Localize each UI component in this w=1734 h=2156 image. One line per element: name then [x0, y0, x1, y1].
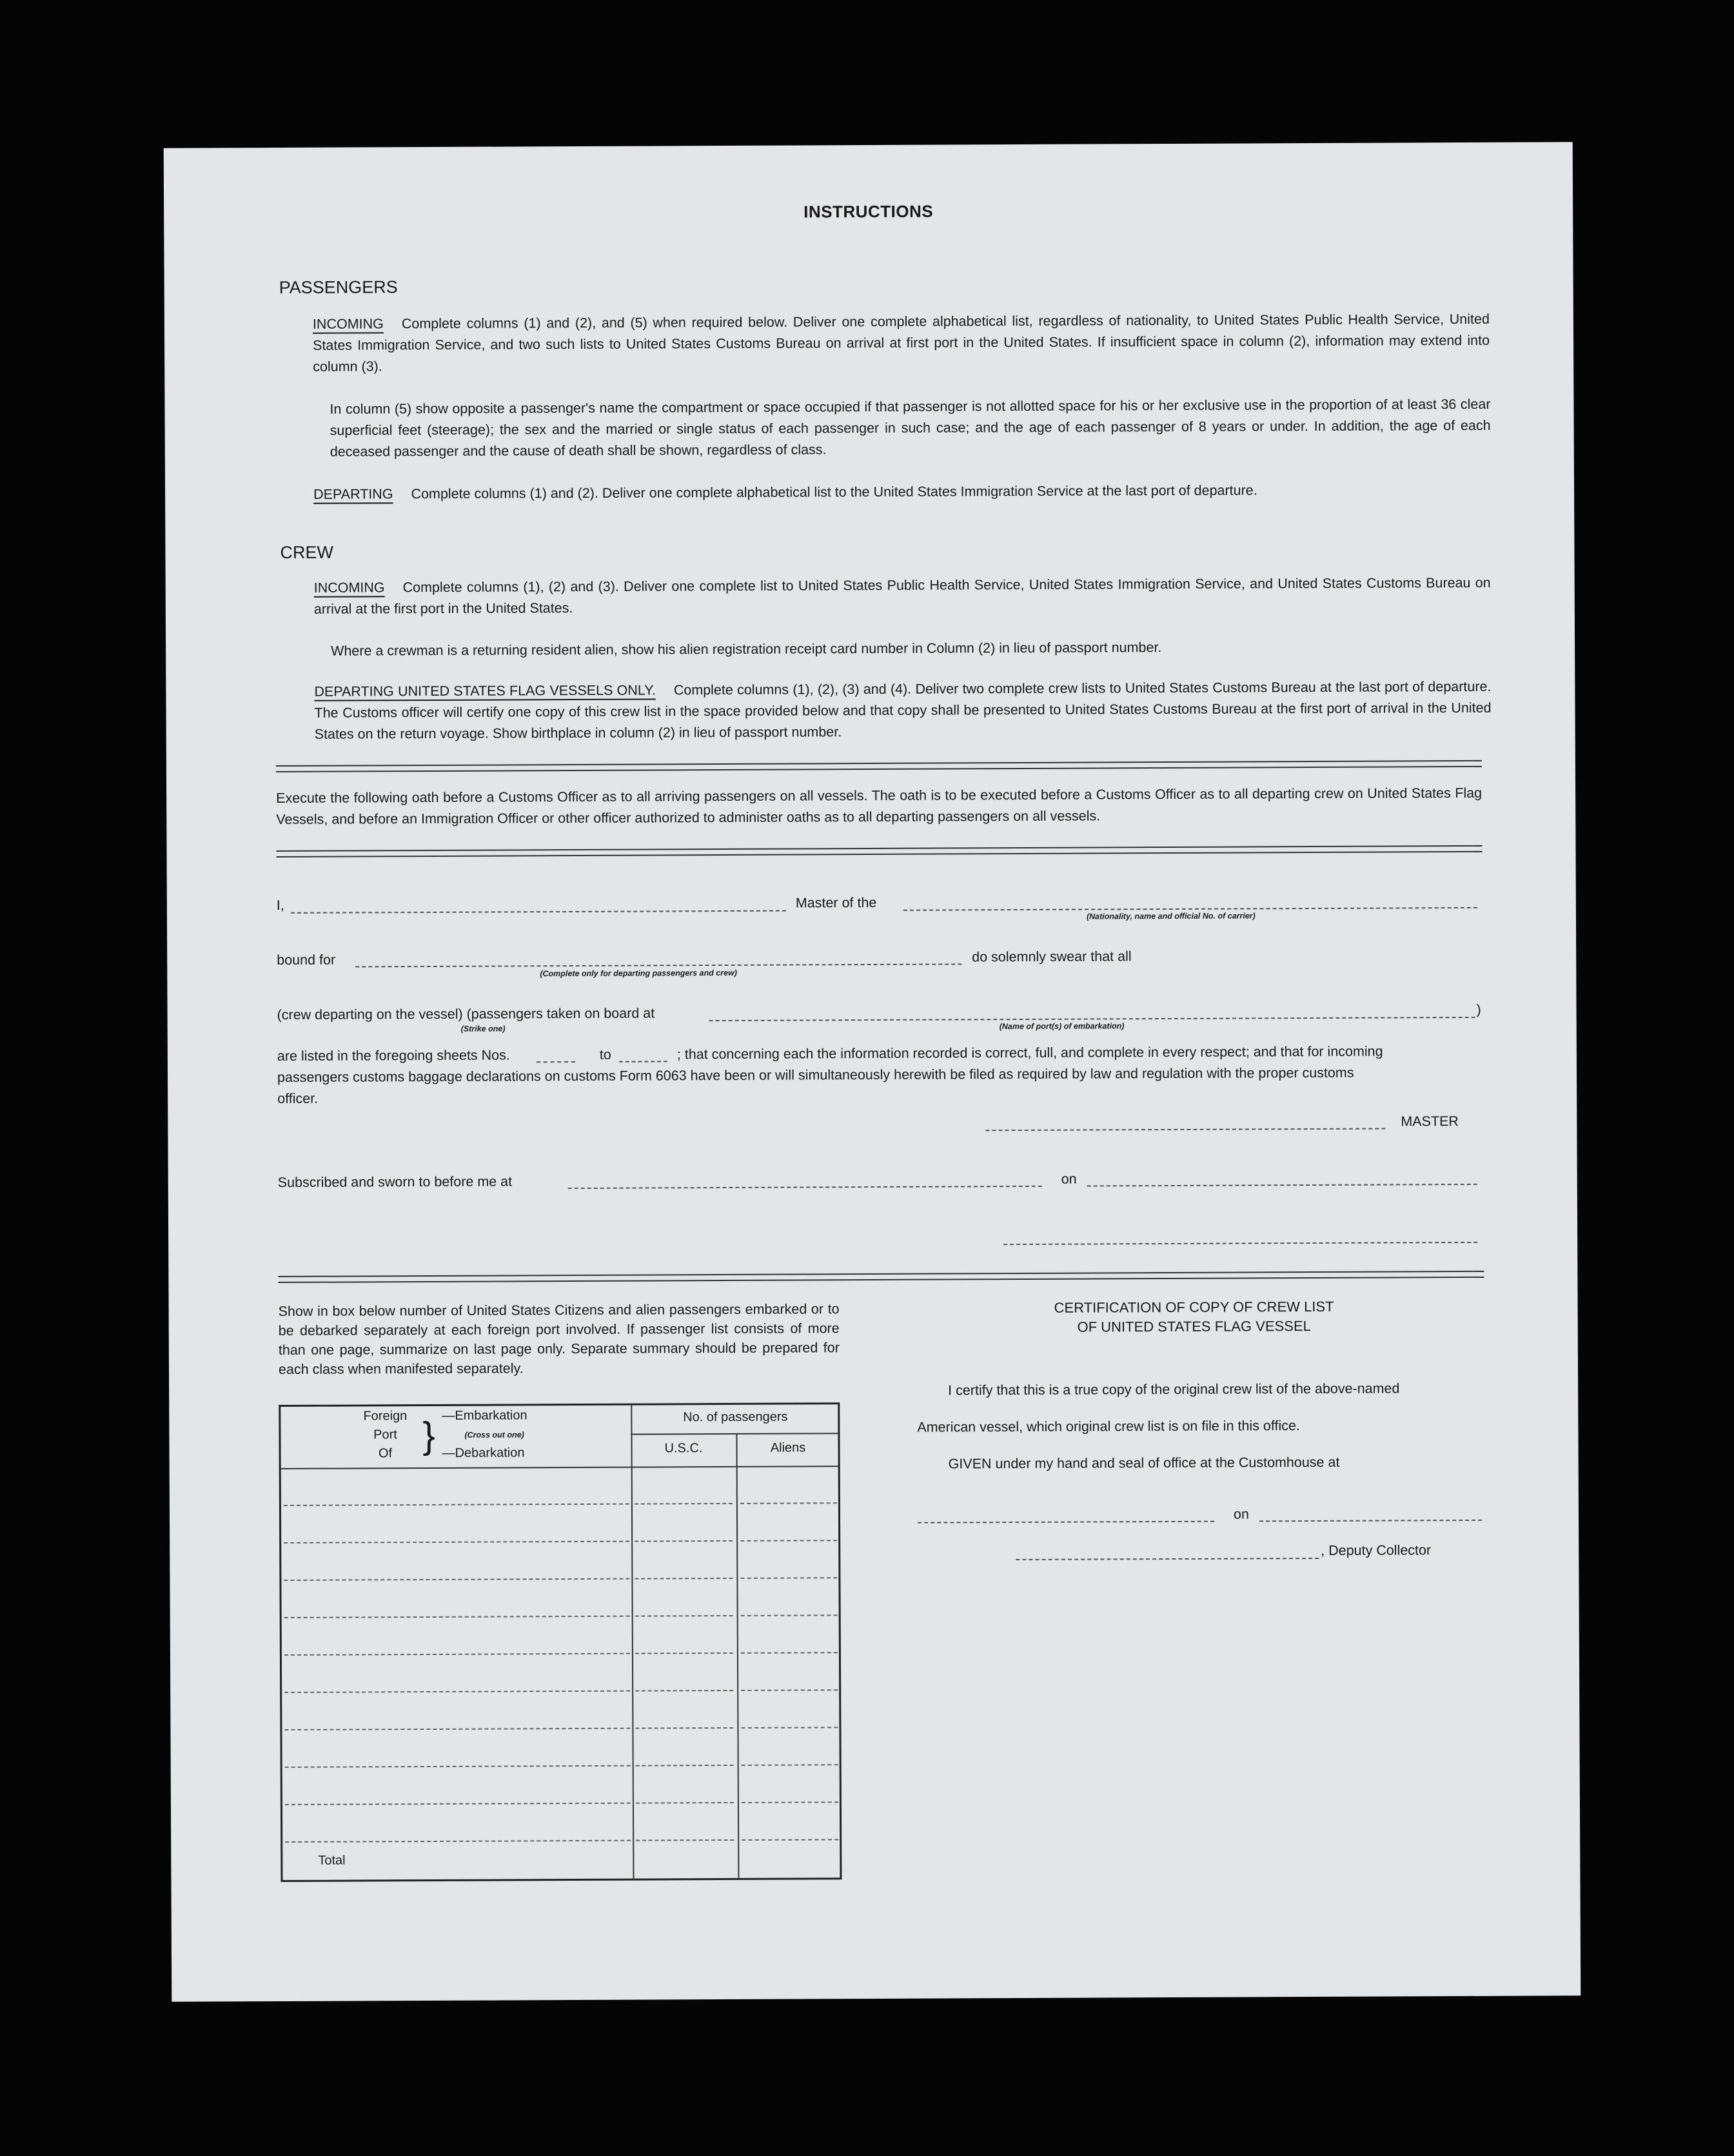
- certification-line-1: I certify that this is a true copy of the original crew list of the above-named: [948, 1380, 1400, 1398]
- listed-text-3: officer.: [277, 1090, 319, 1107]
- certification-date-field[interactable]: [1259, 1520, 1482, 1522]
- form-sheet: [164, 142, 1581, 2002]
- master-label: MASTER: [1401, 1113, 1459, 1130]
- section-divider: [276, 760, 1482, 772]
- certification-line-3: GIVEN under my hand and seal of office at the Customhouse at: [948, 1454, 1340, 1472]
- sheet-from-field[interactable]: [537, 1061, 575, 1063]
- bound-for-field[interactable]: [355, 963, 961, 967]
- subscribed-on-label: on: [1061, 1171, 1077, 1187]
- subscribed-label: Subscribed and sworn to before me at: [277, 1173, 513, 1191]
- crew-departing-label: (crew departing on the vessel) (passengers taken on board at: [277, 1005, 655, 1023]
- crew-heading: CREW: [280, 542, 334, 562]
- section-divider: [276, 845, 1482, 858]
- table-row[interactable]: [284, 1728, 630, 1730]
- certification-heading-1: CERTIFICATION OF COPY OF CREW LIST: [1054, 1298, 1334, 1316]
- listed-to-label: to: [599, 1046, 611, 1063]
- master-of-the-label: Master of the: [795, 894, 877, 911]
- passengers-column5-paragraph: In column (5) show opposite a passenger's name the compartment or space occupied if that passenger is not allotted space for his or her exclusive use in the proportion of at least 36 clear superficial feet (steerage); the sex and the married or single status of each passenger in such case; and the age of each passenger of 8 years or under. In addition, the age of each deceased passenger and the cause of death shall be shown, regardless of class.: [330, 396, 1491, 460]
- carrier-caption: (Nationality, name and official No. of carrier): [1086, 911, 1256, 921]
- master-name-field[interactable]: [291, 910, 786, 914]
- table-row[interactable]: [284, 1504, 629, 1506]
- officer-signature-field[interactable]: [1003, 1242, 1477, 1245]
- aliens-header: Aliens: [770, 1440, 806, 1455]
- sheet-to-field[interactable]: [619, 1061, 667, 1062]
- listed-text-2: passengers customs baggage declarations on customs Form 6063 have been or will simultaneously herewith be filed as required by law and regulation with the proper customs: [277, 1064, 1354, 1086]
- ports-of-embarkation-field[interactable]: [709, 1017, 1475, 1021]
- crew-incoming-paragraph: [314, 573, 1491, 620]
- certification-on-label: on: [1233, 1506, 1249, 1522]
- no-of-passengers-header: No. of passengers: [683, 1409, 788, 1425]
- bound-for-label: bound for: [277, 952, 336, 968]
- table-row[interactable]: [284, 1616, 630, 1618]
- crew-alien-paragraph: Where a crewman is a returning resident alien, show his alien registration receipt card number in Column (2) in lieu of passport number.: [331, 640, 1162, 659]
- swear-label: do solemnly swear that all: [972, 948, 1132, 965]
- passenger-summary-table: [279, 1402, 842, 1882]
- passengers-departing-paragraph: [313, 479, 1490, 505]
- oath-intro: Execute the following oath before a Customs Officer as to all arriving passengers on all vessels. The oath is to be executed before a Customs Officer as to all departing crew on United States Flag Vessels, and before an Immigration Officer or other officer authorized to administer oaths as to all departing passengers on all vessels.: [276, 785, 1483, 828]
- cross-out-caption: (Cross out one): [464, 1430, 524, 1440]
- crew-incoming-text: Complete columns (1), (2) and (3). Deliver one complete list to United States Public Health Service, United States Immigration Service, and United States Customs Bureau on arrival at the first port in the United States.: [313, 574, 1491, 617]
- foreign-label: Foreign: [363, 1409, 408, 1424]
- table-row[interactable]: [284, 1541, 629, 1544]
- table-row[interactable]: [285, 1803, 631, 1805]
- crew-departing-text: Complete columns (1), (2), (3) and (4). Deliver two complete crew lists to United States Customs Bureau at the last port of departure. The Customs officer will certify one copy of this crew list in the space provided below and that copy shall be presented to United States Customs Bureau at the first port of arrival in the United States on the return voyage. Show birthplace in column (2) in lieu of passport number.: [314, 678, 1492, 742]
- page-title: INSTRUCTIONS: [803, 201, 934, 222]
- crew-departing-label: DEPARTING UNITED STATES FLAG VESSELS ONLY.: [314, 682, 656, 700]
- usc-header: U.S.C.: [664, 1441, 703, 1456]
- ports-caption: (Name of port(s) of embarkation): [999, 1021, 1125, 1032]
- listed-text-1: ; that concerning each the information recorded is correct, full, and complete in every respect; and that for incoming: [676, 1043, 1383, 1063]
- of-label: Of: [378, 1446, 393, 1461]
- customhouse-field[interactable]: [918, 1521, 1214, 1524]
- oath-i-label: I,: [276, 897, 284, 914]
- total-label: Total: [318, 1853, 346, 1868]
- debarkation-label: —Debarkation: [442, 1446, 525, 1460]
- table-row[interactable]: [285, 1840, 631, 1843]
- close-paren: ): [1476, 1001, 1481, 1017]
- passengers-departing-text: Complete columns (1) and (2). Deliver one complete alphabetical list to the United States Immigration Service at the last port of departure.: [411, 482, 1257, 502]
- carrier-field[interactable]: [903, 907, 1477, 911]
- table-row[interactable]: [285, 1765, 631, 1768]
- listed-label: are listed in the foregoing sheets Nos.: [277, 1047, 510, 1064]
- crew-departing-paragraph: [314, 676, 1491, 745]
- bound-for-caption: (Complete only for departing passengers and crew): [540, 968, 737, 979]
- passengers-incoming-label: INCOMING: [312, 316, 384, 332]
- certification-heading-2: OF UNITED STATES FLAG VESSEL: [1077, 1318, 1311, 1335]
- subscribed-date-field[interactable]: [1087, 1184, 1477, 1187]
- passengers-heading: PASSENGERS: [279, 277, 398, 298]
- table-row[interactable]: [284, 1578, 629, 1581]
- summary-instructions: Show in box below number of United States Citizens and alien passengers embarked or to be debarked separately at each foreign port involved. If passenger list consists of more than one page, summarize on last page only. Separate summary should be prepared for each class when manifested separately.: [278, 1301, 840, 1378]
- deputy-collector-label: , Deputy Collector: [1321, 1542, 1432, 1558]
- brace-icon: }: [422, 1414, 435, 1457]
- subscribed-place-field[interactable]: [568, 1186, 1042, 1189]
- table-row[interactable]: [284, 1690, 630, 1693]
- passengers-incoming-paragraph: [313, 309, 1490, 378]
- section-divider: [278, 1271, 1484, 1283]
- master-signature-field[interactable]: [985, 1128, 1385, 1132]
- strike-one-caption: (Strike one): [460, 1024, 506, 1034]
- passengers-departing-label: DEPARTING: [313, 486, 393, 502]
- passengers-incoming-text: Complete columns (1) and (2), and (5) when required below. Deliver one complete alphabetical list, regardless of nationality, to United States Public Health Service, United States Immigration Service, and two such lists to United States Customs Bureau on arrival at first port in the United States. If insufficient space in column (2), information may extend into column (3).: [313, 311, 1490, 375]
- certification-line-2: American vessel, which original crew list is on file in this office.: [917, 1418, 1300, 1435]
- table-row[interactable]: [284, 1653, 630, 1656]
- port-label: Port: [373, 1427, 397, 1442]
- deputy-signature-field[interactable]: [1016, 1558, 1319, 1560]
- embarkation-label: —Embarkation: [442, 1408, 527, 1423]
- crew-incoming-label: INCOMING: [313, 580, 385, 596]
